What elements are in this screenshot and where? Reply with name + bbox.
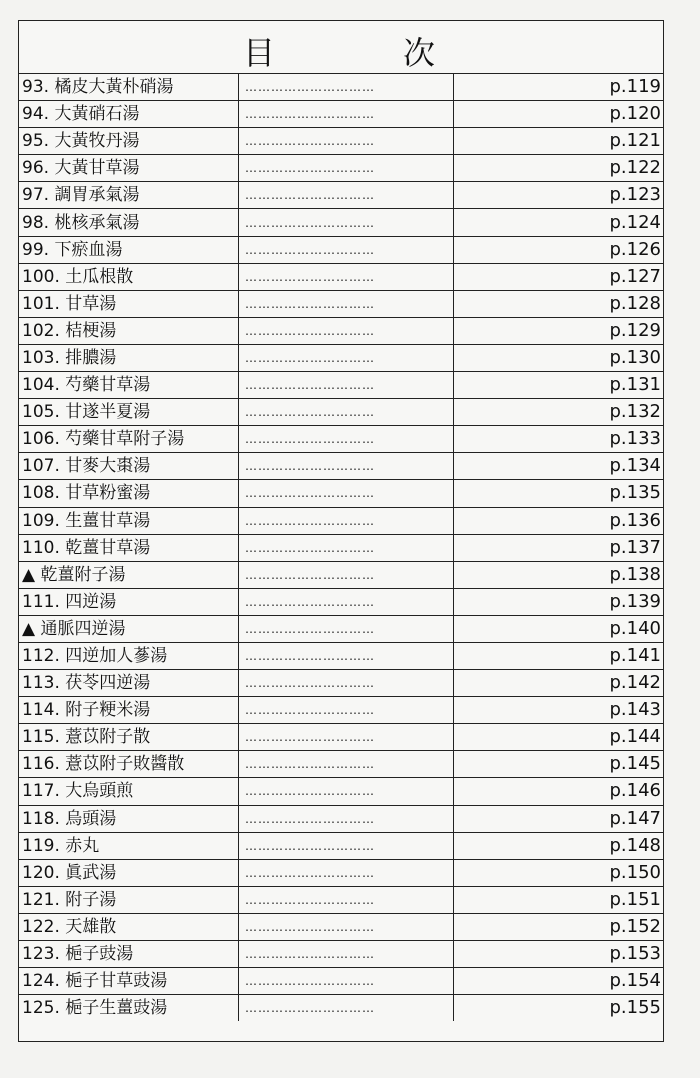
toc-page-number: p.150	[454, 859, 664, 886]
toc-row	[19, 968, 663, 995]
dot-leader: …………………………	[239, 453, 454, 480]
toc-page-number: p.128	[454, 290, 664, 317]
toc-row	[19, 941, 663, 968]
dot-leader: …………………………	[239, 263, 454, 290]
toc-entry-title: 106. 芍藥甘草附子湯	[19, 426, 239, 453]
toc-page-number: p.151	[454, 886, 664, 913]
toc-entry-title: 108. 甘草粉蜜湯	[19, 480, 239, 507]
toc-page-number: p.122	[454, 155, 664, 182]
toc-row	[19, 588, 663, 615]
toc-page-number: p.141	[454, 642, 664, 669]
toc-entry-title: 96. 大黃甘草湯	[19, 155, 239, 182]
dot-leader: …………………………	[239, 968, 454, 995]
toc-entry-title: 104. 芍藥甘草湯	[19, 372, 239, 399]
toc-row	[19, 507, 663, 534]
toc-entry-title: 120. 眞武湯	[19, 859, 239, 886]
heading-char-2: 次	[403, 34, 436, 72]
toc-entry-title: 107. 甘麥大棗湯	[19, 453, 239, 480]
toc-row	[19, 209, 663, 236]
dot-leader: …………………………	[239, 344, 454, 371]
toc-page-number: p.124	[454, 209, 664, 236]
toc-page-number: p.145	[454, 751, 664, 778]
toc-row	[19, 724, 663, 751]
toc-entry-title: 121. 附子湯	[19, 886, 239, 913]
toc-row	[19, 615, 663, 642]
dot-leader: …………………………	[239, 317, 454, 344]
dot-leader: …………………………	[239, 182, 454, 209]
toc-entry-title: 123. 梔子豉湯	[19, 941, 239, 968]
toc-row	[19, 995, 663, 1022]
toc-row	[19, 426, 663, 453]
toc-row	[19, 317, 663, 344]
toc-row	[19, 534, 663, 561]
toc-row	[19, 670, 663, 697]
toc-page	[18, 20, 664, 1042]
toc-page-number: p.153	[454, 941, 664, 968]
toc-entry-title: 117. 大烏頭煎	[19, 778, 239, 805]
dot-leader: …………………………	[239, 670, 454, 697]
toc-entry-title: 97. 調胃承氣湯	[19, 182, 239, 209]
toc-page-number: p.146	[454, 778, 664, 805]
toc-row	[19, 561, 663, 588]
toc-entry-title: 109. 生薑甘草湯	[19, 507, 239, 534]
toc-entry-title: 113. 茯苓四逆湯	[19, 670, 239, 697]
dot-leader: …………………………	[239, 209, 454, 236]
toc-page-number: p.136	[454, 507, 664, 534]
dot-leader: …………………………	[239, 751, 454, 778]
toc-entry-title: 125. 梔子生薑豉湯	[19, 995, 239, 1022]
toc-row	[19, 399, 663, 426]
toc-row	[19, 236, 663, 263]
toc-row	[19, 697, 663, 724]
toc-row	[19, 832, 663, 859]
dot-leader: …………………………	[239, 805, 454, 832]
dot-leader: …………………………	[239, 778, 454, 805]
dot-leader: …………………………	[239, 832, 454, 859]
toc-page-number: p.147	[454, 805, 664, 832]
toc-row	[19, 642, 663, 669]
dot-leader: …………………………	[239, 101, 454, 128]
toc-page-number: p.154	[454, 968, 664, 995]
dot-leader: …………………………	[239, 236, 454, 263]
toc-row	[19, 805, 663, 832]
toc-page-number: p.121	[454, 128, 664, 155]
toc-entry-title: 119. 赤丸	[19, 832, 239, 859]
dot-leader: …………………………	[239, 534, 454, 561]
toc-entry-title: 116. 薏苡附子敗醬散	[19, 751, 239, 778]
toc-page-number: p.123	[454, 182, 664, 209]
toc-page-number: p.130	[454, 344, 664, 371]
dot-leader: …………………………	[239, 399, 454, 426]
toc-page-number: p.137	[454, 534, 664, 561]
dot-leader: …………………………	[239, 507, 454, 534]
toc-page-number: p.133	[454, 426, 664, 453]
heading-char-1: 目	[243, 34, 276, 72]
toc-page-number: p.126	[454, 236, 664, 263]
toc-page-number: p.138	[454, 561, 664, 588]
dot-leader: …………………………	[239, 886, 454, 913]
toc-entry-title: 111. 四逆湯	[19, 588, 239, 615]
toc-page-number: p.143	[454, 697, 664, 724]
toc-page-number: p.142	[454, 670, 664, 697]
toc-page-number: p.131	[454, 372, 664, 399]
toc-page-number: p.129	[454, 317, 664, 344]
dot-leader: …………………………	[239, 480, 454, 507]
toc-page-number: p.127	[454, 263, 664, 290]
toc-row	[19, 263, 663, 290]
toc-entry-title: 118. 烏頭湯	[19, 805, 239, 832]
toc-entry-title: 112. 四逆加人蔘湯	[19, 642, 239, 669]
toc-entry-title: 93. 橘皮大黃朴硝湯	[19, 74, 239, 101]
toc-entry-title: 122. 天雄散	[19, 913, 239, 940]
toc-entry-title: 100. 土瓜根散	[19, 263, 239, 290]
toc-page-number: p.132	[454, 399, 664, 426]
toc-page-number: p.144	[454, 724, 664, 751]
toc-page-number: p.139	[454, 588, 664, 615]
dot-leader: …………………………	[239, 74, 454, 101]
toc-page-number: p.134	[454, 453, 664, 480]
toc-row	[19, 101, 663, 128]
toc-row	[19, 886, 663, 913]
toc-table	[19, 74, 663, 1021]
toc-row	[19, 74, 663, 101]
toc-entry-title: 94. 大黃硝石湯	[19, 101, 239, 128]
toc-row	[19, 155, 663, 182]
toc-page-number: p.120	[454, 101, 664, 128]
toc-page-number: p.119	[454, 74, 664, 101]
toc-page-number: p.140	[454, 615, 664, 642]
toc-entry-title: 99. 下瘀血湯	[19, 236, 239, 263]
toc-entry-title: ▲ 通脈四逆湯	[19, 615, 239, 642]
toc-entry-title: 98. 桃核承氣湯	[19, 209, 239, 236]
toc-entry-title: 103. 排膿湯	[19, 344, 239, 371]
toc-entry-title: 110. 乾薑甘草湯	[19, 534, 239, 561]
dot-leader: …………………………	[239, 372, 454, 399]
toc-heading	[19, 21, 663, 74]
dot-leader: …………………………	[239, 941, 454, 968]
dot-leader: …………………………	[239, 697, 454, 724]
dot-leader: …………………………	[239, 290, 454, 317]
toc-entry-title: 114. 附子粳米湯	[19, 697, 239, 724]
toc-row	[19, 751, 663, 778]
toc-entry-title: 95. 大黃牧丹湯	[19, 128, 239, 155]
dot-leader: …………………………	[239, 155, 454, 182]
dot-leader: …………………………	[239, 995, 454, 1022]
toc-row	[19, 913, 663, 940]
dot-leader: …………………………	[239, 913, 454, 940]
toc-entry-title: ▲ 乾薑附子湯	[19, 561, 239, 588]
toc-row	[19, 290, 663, 317]
toc-row	[19, 128, 663, 155]
toc-row	[19, 344, 663, 371]
toc-page-number: p.152	[454, 913, 664, 940]
dot-leader: …………………………	[239, 128, 454, 155]
dot-leader: …………………………	[239, 561, 454, 588]
toc-row	[19, 778, 663, 805]
toc-entry-title: 102. 桔梗湯	[19, 317, 239, 344]
toc-row	[19, 453, 663, 480]
dot-leader: …………………………	[239, 642, 454, 669]
toc-row	[19, 480, 663, 507]
toc-entry-title: 124. 梔子甘草豉湯	[19, 968, 239, 995]
dot-leader: …………………………	[239, 615, 454, 642]
dot-leader: …………………………	[239, 426, 454, 453]
toc-row	[19, 372, 663, 399]
toc-page-number: p.135	[454, 480, 664, 507]
dot-leader: …………………………	[239, 859, 454, 886]
toc-entry-title: 101. 甘草湯	[19, 290, 239, 317]
toc-entry-title: 115. 薏苡附子散	[19, 724, 239, 751]
dot-leader: …………………………	[239, 724, 454, 751]
dot-leader: …………………………	[239, 588, 454, 615]
toc-page-number: p.155	[609, 997, 661, 1019]
toc-row	[19, 182, 663, 209]
toc-entry-title: 105. 甘遂半夏湯	[19, 399, 239, 426]
toc-page-number: p.148	[454, 832, 664, 859]
toc-row	[19, 859, 663, 886]
